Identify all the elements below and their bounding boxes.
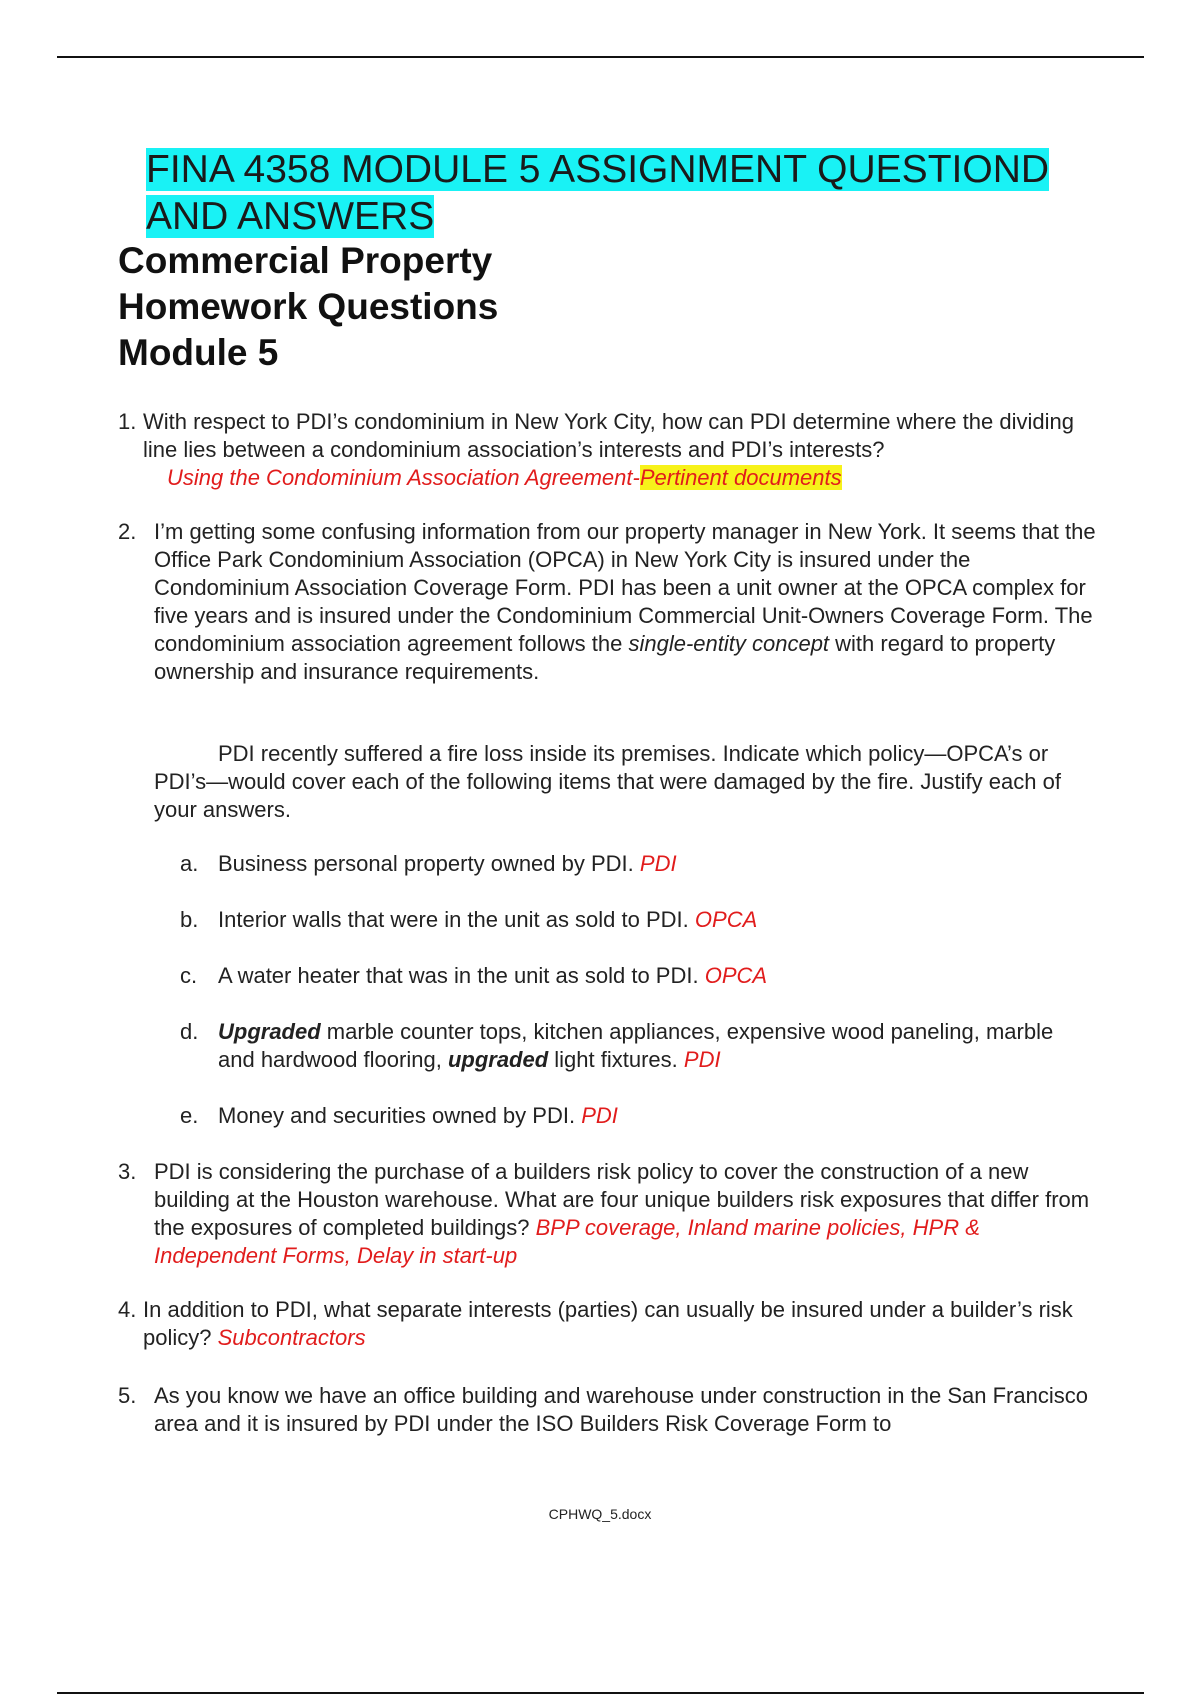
sub-item-letter: a. [180, 851, 199, 876]
heading-line-3: Module 5 [118, 332, 279, 373]
sub-item-text: A water heater that was in the unit as sold to PDI. [218, 963, 699, 988]
answer-text: Using the Condominium Association Agreement- [167, 465, 640, 490]
document-banner-title [146, 146, 1086, 240]
answer-text: Subcontractors [217, 1325, 366, 1350]
question-text [154, 518, 1098, 686]
footer-filename: CPHWQ_5.docx [548, 1506, 652, 1522]
question-text: PDI is considering the purchase of a builders risk policy to cover the construction of a new building at the Houston warehouse. What are four unique builders risk exposures that differ from the exposures of completed buildings? [154, 1159, 1090, 1240]
sub-item-letter: b. [180, 907, 199, 932]
sub-item-a [180, 850, 1080, 878]
question-number: 3. [118, 1159, 137, 1184]
sub-item-text: Money and securities owned by PDI. [218, 1103, 576, 1128]
answer-text: PDI [683, 1047, 721, 1072]
question-text: With respect to PDI’s condominium in New York City, how can PDI determine where the dividing line lies between a condominium association’s interests and PDI’s interests? [143, 409, 1074, 462]
question-4 [118, 1296, 1098, 1352]
question-text-part: I’m getting some confusing information from our property manager in New York. It seems that the Office Park Condominium Association (OPCA) in New York City is insured under the Condominium Association Coverage Form. PDI has been a unit owner at the OPCA complex for five years and is insured under the Condominium Commercial Unit-Owners Coverage Form. The condominium association agreement follows the [154, 519, 1096, 656]
sub-item-text: Business personal property owned by PDI. [218, 851, 634, 876]
heading-line-2: Homework Questions [118, 286, 499, 327]
banner-line-2: AND ANSWERS [146, 195, 435, 238]
sub-item-emphasis: upgraded [447, 1047, 549, 1072]
answer-text: OPCA [704, 963, 768, 988]
sub-item-text: Interior walls that were in the unit as sold to PDI. [218, 907, 689, 932]
sub-item-d [180, 1018, 1080, 1074]
sub-item-b [180, 906, 1080, 934]
sub-item-text: light fixtures. [548, 1047, 678, 1072]
document-heading [118, 238, 818, 376]
bottom-rule [57, 1692, 1144, 1694]
sub-item-letter: c. [180, 963, 198, 988]
answer-text: OPCA [694, 907, 758, 932]
banner-line-1: FINA 4358 MODULE 5 ASSIGNMENT QUESTIOND [146, 148, 1050, 191]
heading-line-1: Commercial Property [118, 240, 493, 281]
question-emphasis: single-entity concept [628, 631, 830, 656]
answer-text: PDI [581, 1103, 618, 1128]
sub-item-text: marble counter tops, kitchen appliances, expensive wood paneling, marble and hardwood flooring, [218, 1019, 1054, 1072]
question-text: In addition to PDI, what separate interests (parties) can usually be insured under a builder’s risk policy? [143, 1297, 1073, 1350]
question-number: 2. [118, 519, 137, 544]
question-number: 4. [118, 1297, 137, 1322]
sub-item-emphasis: Upgraded [218, 1019, 321, 1044]
sub-item-letter: d. [180, 1019, 199, 1044]
question-text: As you know we have an office building and warehouse under construction in the San Francisco area and it is insured by PDI under the ISO Builders Risk Coverage Form to [154, 1383, 1088, 1436]
sub-item-letter: e. [180, 1103, 199, 1128]
answer-text: BPP coverage, Inland marine policies, HPR & Independent Forms, Delay in start-up [154, 1215, 980, 1268]
sub-item-e [180, 1102, 1080, 1130]
question-5 [118, 1382, 1098, 1438]
sub-item-c [180, 962, 1080, 990]
answer-text: PDI [639, 851, 677, 876]
question-2-paragraph [154, 740, 1074, 824]
question-2 [118, 518, 1098, 686]
question-1 [118, 408, 1098, 492]
question-3 [118, 1158, 1098, 1270]
question-number: 5. [118, 1383, 137, 1408]
answer-highlight: Pertinent documents [639, 465, 842, 490]
question-number: 1. [118, 409, 137, 434]
question-text-part: with regard to property ownership and insurance requirements. [154, 631, 1056, 684]
top-rule [57, 56, 1144, 58]
paragraph-text: PDI recently suffered a fire loss inside its premises. Indicate which policy—OPCA’s or PDI’s—would cover each of the following items that were damaged by the fire. Justify each of your answers. [154, 741, 1061, 822]
